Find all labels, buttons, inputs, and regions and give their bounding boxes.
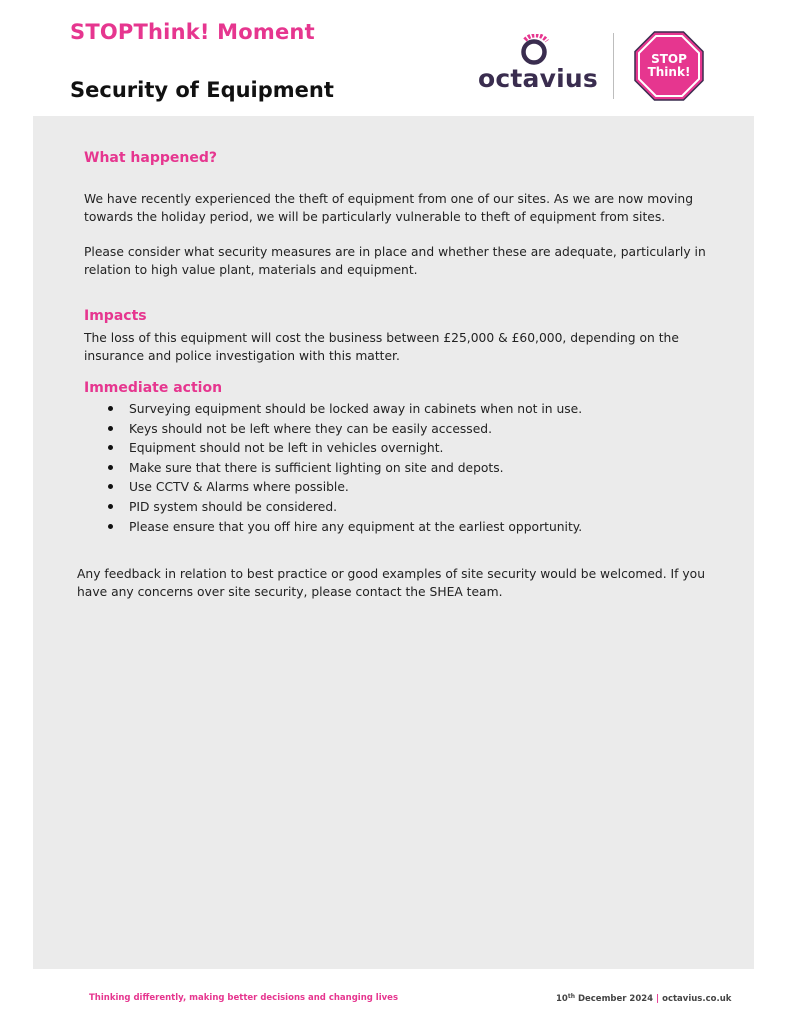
heading-impacts: Impacts bbox=[84, 308, 147, 324]
header-divider bbox=[613, 33, 614, 99]
stop-think-badge bbox=[634, 31, 704, 101]
list-item: Please ensure that you off hire any equipment at the earliest opportunity. bbox=[108, 518, 582, 538]
octavius-logo bbox=[478, 34, 596, 96]
list-item: Keys should not be left where they can be easily accessed. bbox=[108, 420, 582, 440]
footer-date-suffix: th bbox=[567, 993, 575, 1000]
immediate-action-list bbox=[108, 400, 582, 537]
list-item: Make sure that there is sufficient lighting on site and depots. bbox=[108, 459, 582, 479]
footer-website: octavius.co.uk bbox=[659, 994, 732, 1004]
what-happened-paragraph-1: We have recently experienced the theft of equipment from one of our sites. As we are now moving towards the holiday period, we will be particularly vulnerable to theft of equipment from sites. bbox=[84, 192, 694, 224]
list-item: Equipment should not be left in vehicles overnight. bbox=[108, 439, 582, 459]
footer-tagline: Thinking differently, making better decisions and changing lives bbox=[89, 993, 399, 1003]
heading-what-happened: What happened? bbox=[84, 150, 217, 166]
footer-date-website bbox=[556, 993, 731, 1004]
heading-immediate-action: Immediate action bbox=[84, 380, 223, 396]
octavius-logo-text: octavius bbox=[478, 64, 598, 93]
badge-stop-text: STOP bbox=[651, 52, 687, 66]
document-kicker: STOPThink! Moment bbox=[70, 20, 315, 44]
footer-date-day: 10 bbox=[556, 994, 568, 1004]
closing-paragraph: Any feedback in relation to best practice or good examples of site security would be welcomed. If you have any concerns over site security, please contact the SHEA team. bbox=[77, 567, 705, 599]
octavius-logo-mark bbox=[518, 34, 552, 66]
what-happened-paragraph-2: Please consider what security measures are in place and whether these are adequate, particularly in relation to high value plant, materials and equipment. bbox=[84, 245, 706, 277]
document-title: Security of Equipment bbox=[70, 78, 334, 102]
list-item: PID system should be considered. bbox=[108, 498, 582, 518]
footer-separator: | bbox=[656, 994, 660, 1004]
list-item: Use CCTV & Alarms where possible. bbox=[108, 478, 582, 498]
badge-think-text: Think! bbox=[647, 65, 691, 79]
list-item: Surveying equipment should be locked away in cabinets when not in use. bbox=[108, 400, 582, 420]
footer-date-rest: December 2024 bbox=[574, 994, 657, 1004]
impacts-paragraph: The loss of this equipment will cost the business between £25,000 & £60,000, depending on the insurance and police investigation with this matter. bbox=[84, 331, 679, 363]
